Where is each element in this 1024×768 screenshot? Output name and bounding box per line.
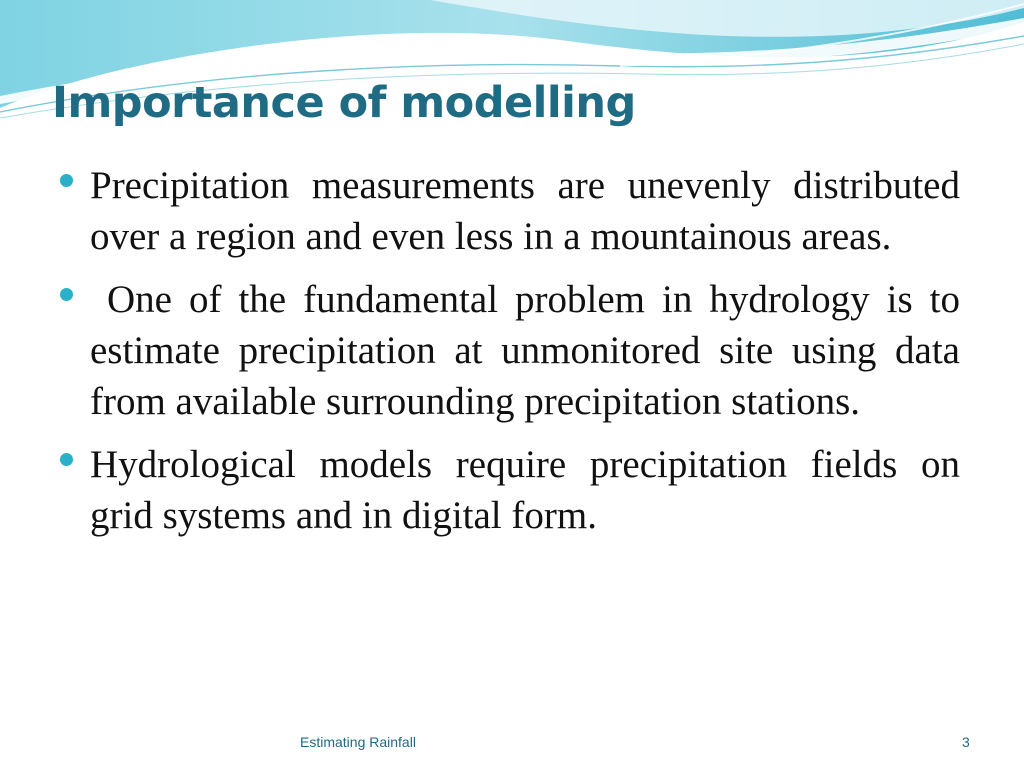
bullet-text: Hydrological models require precipitation fields on grid systems and in digital form. (90, 443, 960, 537)
bullet-dot-icon (60, 174, 73, 187)
slide-title: Importance of modelling (52, 78, 636, 128)
bullet-dot-icon (60, 453, 73, 466)
bullet-item (60, 274, 970, 427)
bullet-list (60, 160, 970, 553)
slide-number: 3 (962, 734, 970, 750)
footer-text: Estimating Rainfall (300, 734, 416, 750)
bullet-dot-icon (60, 288, 73, 301)
bullet-text: One of the fundamental problem in hydrology is to estimate precipitation at unmonitored site using data from available surrounding precipitation stations. (90, 278, 970, 423)
bullet-text: Precipitation measurements are unevenly distributed over a region and even less in a mountainous areas. (90, 164, 960, 258)
bullet-item (60, 439, 960, 541)
bullet-item (60, 160, 960, 262)
